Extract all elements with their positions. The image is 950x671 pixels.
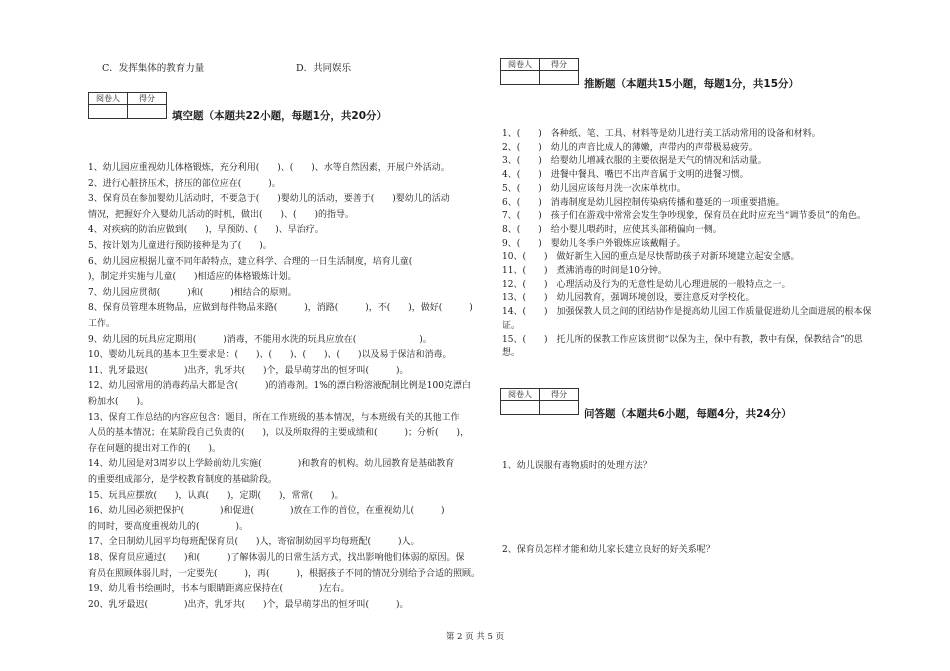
judge-question-line: 7、( ) 孩子们在游戏中常常会发生争吵现象，保育员在此时应充当“调节委员”的角色。: [502, 211, 866, 222]
score-label: 得分: [540, 59, 579, 71]
option-c: C．发挥集体的教育力量: [102, 63, 205, 74]
fill-question-line: 6、幼儿园应根据儿童不同年龄特点，建立科学、合理的一日生活制度，培育儿童(: [88, 256, 431, 267]
fill-question-line: 1、幼儿园应重视幼儿体格锻炼，充分利用( )、( )、水等自然因素，开展户外活动。: [88, 163, 450, 173]
fill-question-line: 16、幼儿园必须把保护( )和促进( )放在工作的首位，在重视幼儿( ): [88, 506, 445, 517]
fill-section-title: 填空题（本题共22小题，每题1分，共20分）: [172, 110, 388, 122]
fill-question-line: 育员在照顾体弱儿时，一定要先( )，再( )，根据孩子不同的情况分别给予合适的照顾。: [88, 568, 481, 579]
judge-question-line: 12、( ) 心理活动及行为的无意性是幼儿心理进展的一般特点之一。: [502, 279, 791, 290]
score-cell: [540, 401, 579, 415]
judge-question-line: 6、( ) 消毒制度是幼儿园控制传染病传播和蔓延的一项重要措施。: [502, 197, 785, 208]
fill-question-line: 情况，把握好介入婴幼儿活动的时机，做出( )、( )的指导。: [88, 209, 355, 220]
reviewer-cell: [89, 105, 128, 119]
score-box-qa: [500, 388, 579, 415]
reviewer-label: 阅卷人: [501, 389, 540, 401]
fill-question-line: 人员的基本情况；在某阶段自己负责的( )，以及所取得的主要成绩和( )；分析( )，: [88, 428, 470, 439]
fill-question-line: 13、保育工作总结的内容应包含：题目，所在工作班级的基本情况，与本班级有关的其他工作: [88, 412, 460, 423]
judge-question-line: 证。: [502, 320, 521, 331]
fill-question-line: 8、保育员管理本班物品，应做到每件物品来路( )，消路( )，不( )，做好( ): [88, 303, 473, 314]
fill-question-line: 4、对疾病的防治应做到( )，早预防、( )、早治疗。: [88, 225, 324, 236]
option-d: D．共同娱乐: [296, 63, 352, 74]
fill-question-line: 的重要组成部分，是学校教育制度的基础阶段。: [88, 475, 278, 485]
reviewer-cell: [501, 401, 540, 415]
judge-question-line: 13、( ) 幼儿园教育，强调环境创设，要注意反对学校化。: [502, 293, 755, 304]
judge-question-line: 15、( ) 托儿所的保教工作应该贯彻“以保为主，保中有教，教中有保，保教结合”的思: [502, 334, 863, 345]
fill-question-line: 2、进行心脏挤压术，挤压的部位应在( )。: [88, 178, 281, 189]
fill-question-line: 19、幼儿看书绘画时，书本与眼睛距离应保持在( )左右。: [88, 584, 350, 595]
reviewer-cell: [501, 71, 540, 85]
fill-question-line: 18、保育员应通过( )和( )了解体弱儿的日常生活方式，找出影响他们体弱的原因。保: [88, 553, 465, 563]
fill-question-line: )，制定并实施与儿童( )相适应的体格锻炼计划。: [88, 272, 297, 283]
judge-question-line: 10、( ) 做好新生入园的重点是尽快帮助孩子对新环境建立起安全感。: [502, 252, 800, 263]
fill-question-line: 20、乳牙最迟( )出齐，乳牙共( )个，最早萌芽出的恒牙叫( )。: [88, 599, 409, 610]
fill-question-line: 11、乳牙最迟( )出齐，乳牙共( )个，最早萌芽出的恒牙叫( )。: [88, 365, 409, 376]
judge-question-line: 5、( ) 幼儿园应该每月洗一次床单枕巾。: [502, 183, 686, 194]
qa-question-1: 1、幼儿误服有毒物质时的处理方法？: [502, 461, 652, 471]
judge-question-line: 3、( ) 给婴幼儿增减衣服的主要依据是天气的情况和活动量。: [502, 156, 767, 167]
judge-question-line: 9、( ) 婴幼儿冬季户外锻炼应该戴帽子。: [502, 238, 686, 249]
fill-question-line: 粉加水( )。: [88, 397, 150, 407]
judge-section-title: 推断题（本题共15小题，每题1分，共15分）: [584, 78, 800, 90]
score-label: 得分: [128, 93, 167, 105]
judge-question-line: 4、( ) 进餐中餐具、嘴巴不出声音属于文明的进餐习惯。: [502, 170, 749, 181]
score-box-judge: [500, 58, 579, 85]
fill-question-line: 15、玩具应摆放( )，认真( )，定期( )，常常( )。: [88, 490, 344, 501]
judge-question-line: 8、( ) 给小婴儿喂药时，应使其头部稍偏向一侧。: [502, 224, 722, 235]
score-label: 得分: [540, 389, 579, 401]
reviewer-label: 阅卷人: [501, 59, 540, 71]
fill-question-line: 的同时，要高度重视幼儿的( )。: [88, 521, 249, 532]
fill-question-line: 12、幼儿园常用的消毒药品大都是含( )的消毒剂。1%的漂白粉溶液配制比例是100克漂白: [88, 381, 471, 392]
fill-question-line: 存在问题的提出对工作的( )。: [88, 443, 222, 454]
judge-question-line: 1、( ) 各种纸、笔、工具、材料等是幼儿进行美工活动常用的设备和材料。: [502, 129, 821, 139]
fill-question-line: 17、全日制幼儿园平均每班配保育员( )人，寄宿制幼园平均每班配( )人。: [88, 537, 420, 548]
fill-question-line: 10、婴幼儿玩具的基本卫生要求是：( )、( )、( )、( )以及易于保洁和消毒。: [88, 350, 452, 361]
score-cell: [540, 71, 579, 85]
fill-question-line: 14、幼儿园是对3周岁以上学龄前幼儿实施( )和教育的机构。幼儿园教育是基础教育: [88, 459, 455, 470]
judge-question-line: 2、( ) 幼儿的声音比成人的薄嫩，声带内的声带极易疲劳。: [502, 142, 758, 153]
judge-question-line: 14、( ) 加强保教人员之间的团结协作是提高幼儿园工作质量促进幼儿全面进展的根本保: [502, 307, 872, 318]
fill-question-line: 9、幼儿园的玩具应定期用( )消毒，不能用水洗的玩具应放在( )。: [88, 334, 432, 345]
score-box-fill: [88, 92, 167, 119]
fill-question-line: 7、幼儿园应贯彻( )和( )相结合的原则。: [88, 287, 297, 298]
fill-question-line: 5、按计划为儿童进行预防接种是为了( )。: [88, 241, 272, 251]
fill-question-line: 3、保育员在参加婴幼儿活动时，不要急于( )婴幼儿的活动，要善于( )婴幼儿的活动: [88, 194, 450, 205]
score-cell: [128, 105, 167, 119]
judge-question-line: 想。: [502, 348, 521, 359]
fill-question-line: 工作。: [88, 319, 116, 329]
qa-section-title: 问答题（本题共6小题，每题4分，共24分）: [584, 408, 792, 420]
judge-question-line: 11、( ) 煮沸消毒的时间是10分钟。: [502, 266, 667, 276]
page-footer: 第 2 页 共 5 页: [445, 632, 505, 642]
qa-question-2: 2、保育员怎样才能和幼儿家长建立良好的好关系呢？: [502, 545, 715, 555]
reviewer-label: 阅卷人: [89, 93, 128, 105]
